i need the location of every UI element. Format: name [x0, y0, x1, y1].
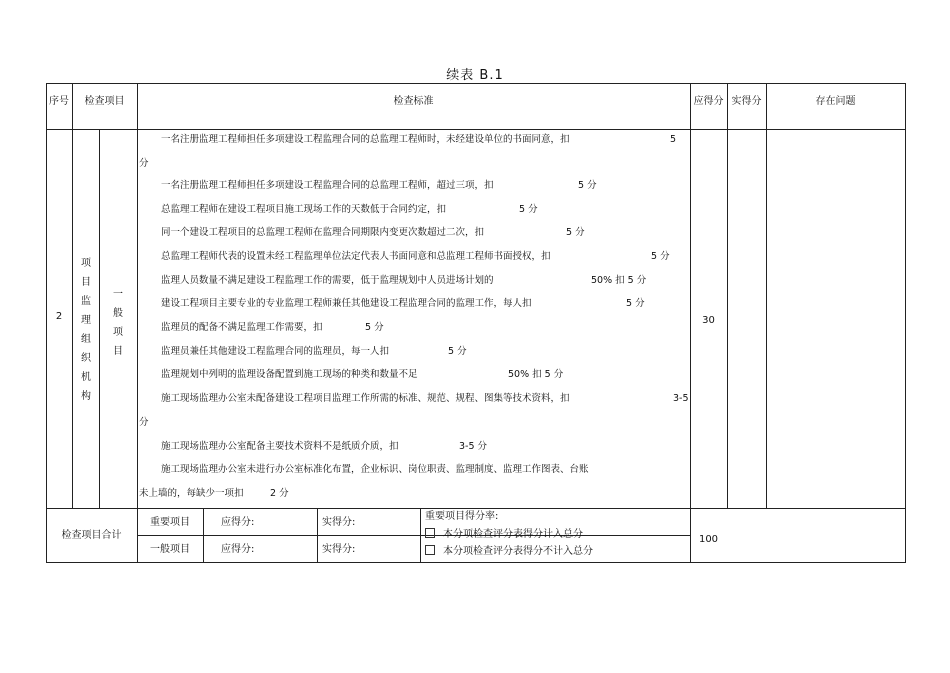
checkbox-icon[interactable] — [425, 528, 435, 538]
row-type: 一 般 项 目 — [113, 289, 123, 357]
standard-line-points: 5 分 — [626, 298, 645, 309]
standard-line-points: 5 — [670, 134, 677, 145]
header-issues: 存在问题 — [815, 96, 856, 107]
standard-line: 施工现场监理办公室未进行办公室标准化布置，企业标识、岗位职责、监理制度、监理工作图表、台账 — [161, 464, 589, 475]
standard-line: 监理员的配备不满足监理工作需要，扣 — [161, 322, 323, 333]
header-due: 应得分 — [693, 96, 724, 107]
standard-line-points: 3-5 — [673, 393, 689, 404]
standard-line: 一名注册监理工程师担任多项建设工程监理合同的总监理工程师，超过三项，扣 — [161, 180, 494, 191]
col-line-no — [72, 83, 73, 509]
standard-line: 监理员兼任其他建设工程监理合同的监理员，每一人扣 — [161, 346, 390, 357]
standard-line: 同一个建设工程项目的总监理工程师在监理合同期限内变更次数超过二次，扣 — [161, 227, 485, 238]
table-border-bottom — [46, 562, 905, 563]
standard-line: 总监理工程师在建设工程项目施工现场工作的天数低于合同约定，扣 — [161, 204, 447, 215]
row-score: 30 — [702, 315, 715, 326]
summary-general-actual: 实得分: — [322, 544, 356, 555]
summary-line-type — [203, 508, 204, 563]
standard-line: 建设工程项目主要专业的专业监理工程师兼任其他建设工程监理合同的监理工作，每人扣 — [161, 298, 532, 309]
summary-mid-divider — [137, 535, 690, 536]
standard-line-points: 5 分 — [566, 227, 585, 238]
col-line-right — [905, 83, 906, 563]
standard-line-points: 50% 扣 5 分 — [508, 369, 564, 380]
header-standard: 检查标准 — [393, 96, 434, 107]
checkbox-icon[interactable] — [425, 545, 435, 555]
header-actual: 实得分 — [731, 96, 762, 107]
col-line-due — [727, 83, 728, 509]
standard-line: 分 — [139, 417, 149, 428]
standard-line: 一名注册监理工程师担任多项建设工程监理合同的总监理工程师时，未经建设单位的书面同意，扣 — [161, 134, 570, 145]
standard-line: 施工现场监理办公室配备主要技术资料不是纸质介质，扣 — [161, 441, 399, 452]
summary-rate-label: 重要项目得分率: — [425, 511, 499, 522]
standard-line-points: 5 分 — [578, 180, 597, 191]
row-number: 2 — [55, 311, 63, 322]
header-item: 检查项目 — [84, 96, 125, 107]
standard-line: 总监理工程师代表的设置未经工程监理单位法定代表人书面同意和总监理工程师书面授权，扣 — [161, 251, 551, 262]
standard-line-points: 5 分 — [448, 346, 467, 357]
standard-line-points: 3-5 分 — [459, 441, 488, 452]
col-line-item — [137, 83, 138, 563]
standard-line-points: 5 分 — [519, 204, 538, 215]
summary-line-actual — [420, 508, 421, 563]
standard-line-points: 50% 扣 5 分 — [591, 275, 647, 286]
row-category: 项 目 监 理 组 织 机 构 — [81, 258, 91, 402]
table-border-top — [46, 83, 905, 84]
col-line-left — [46, 83, 47, 563]
page-title: 续表 B.1 — [446, 68, 504, 83]
summary-general: 一般项目 — [150, 544, 190, 555]
standard-line: 施工现场监理办公室未配备建设工程项目监理工作所需的标准、规范、规程、图集等技术资料，扣 — [161, 393, 570, 404]
summary-label: 检查项目合计 — [61, 530, 122, 541]
header-no: 序号 — [49, 96, 69, 107]
standard-line-points: 5 分 — [651, 251, 670, 262]
summary-general-due: 应得分: — [221, 544, 255, 555]
option-include-label: 本分项检查评分表得分计入总分 — [443, 529, 583, 540]
standard-line: 监理规划中列明的监理设备配置到施工现场的种类和数量不足 — [161, 369, 418, 380]
summary-important-actual: 实得分: — [322, 517, 356, 528]
summary-line-due — [317, 508, 318, 563]
summary-total: 100 — [698, 534, 719, 545]
header-divider — [46, 129, 905, 130]
standard-line: 监理人员数量不满足建设工程监理工作的需要，低于监理规划中人员进场计划的 — [161, 275, 494, 286]
standard-line-points: 2 分 — [270, 488, 289, 499]
summary-option-exclude[interactable] — [425, 545, 593, 558]
body-divider — [46, 508, 905, 509]
summary-important: 重要项目 — [150, 517, 190, 528]
col-line-category — [99, 129, 100, 509]
summary-option-include[interactable] — [425, 528, 583, 541]
summary-important-due: 应得分: — [221, 517, 255, 528]
standard-line: 未上墙的，每缺少一项扣 — [139, 488, 244, 499]
standard-line-points: 5 分 — [365, 322, 384, 333]
standard-line: 分 — [139, 158, 149, 169]
col-line-actual — [766, 83, 767, 509]
option-exclude-label: 本分项检查评分表得分不计入总分 — [443, 546, 593, 557]
